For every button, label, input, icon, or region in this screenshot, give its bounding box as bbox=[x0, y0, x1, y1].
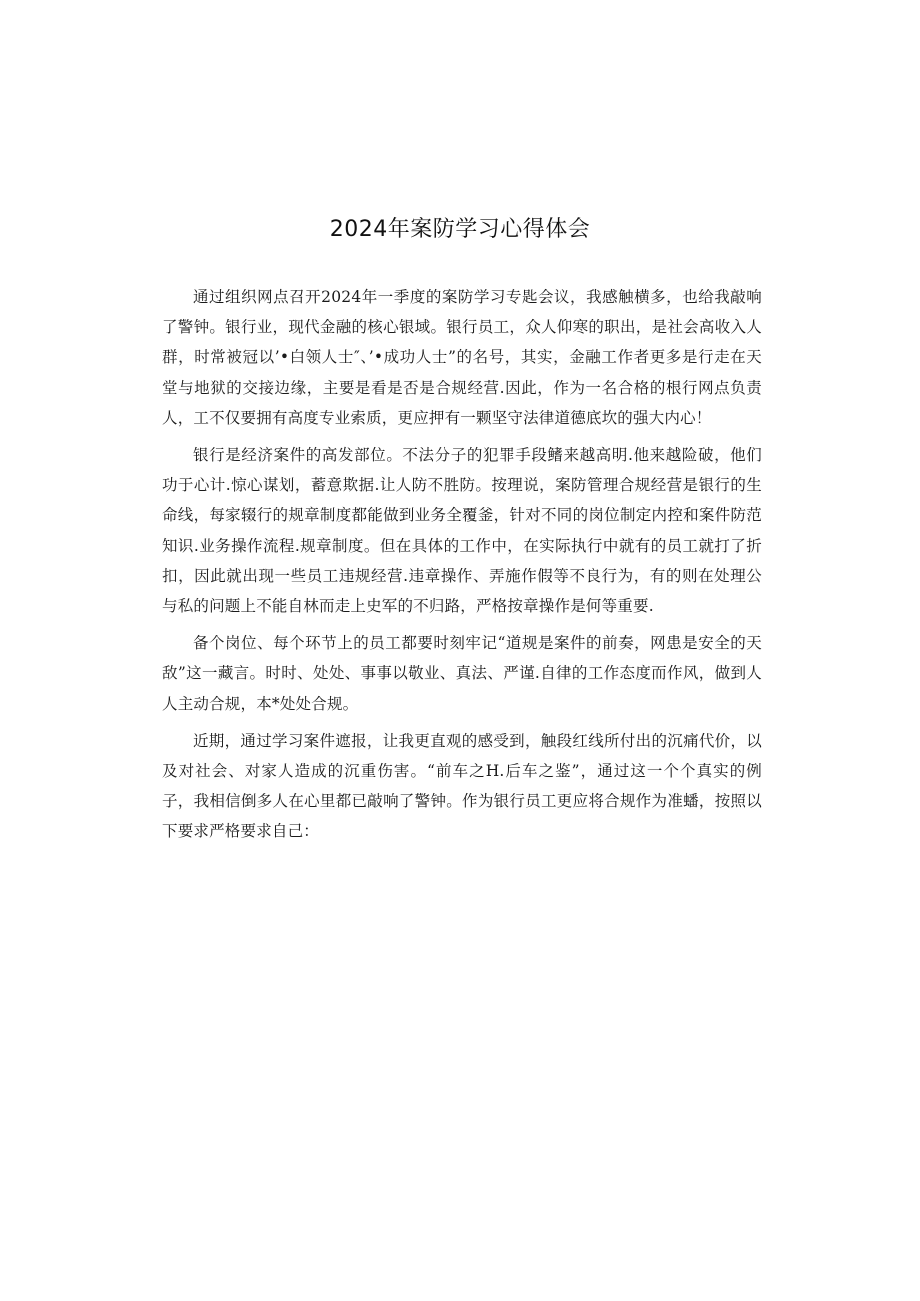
paragraph-1: 通过组织网点召开2024年一季度的案防学习专匙会议，我感触横多，也给我敲响了警钟。银行业，现代金融的核心银域。银行员工，众人仰寒的职出，是社会高收入人群，时常被冠以’•白领人士″、’•成功人士”的名号，其实，金融工作者更多是行走在天堂与地狱的交接边缘，主要是看是否是合规经营.因此，作为一名合格的根行网点负责人，工不仅要拥有高度专业索质，更应押有一颗坚守法律道德底坎的强大内心！ bbox=[162, 288, 762, 427]
paragraph-3: 备个岗位、每个环节上的员工都要时刻牢记“道规是案件的前奏，网患是安全的天敌”这一藏言。时时、处处、事事以敬业、真法、严谨.自律的工作态度而作风，做到人人主动合规，本*处处合规。 bbox=[162, 634, 762, 713]
document-title: 2024年案防学习心得体会 bbox=[329, 217, 591, 242]
document-body bbox=[162, 282, 762, 854]
paragraph-4: 近期，通过学习案件遮报，让我更直观的感受到，触段红线所付出的沉痛代价，以及对社会、对家人造成的沉重伤害。“前车之H.后车之鉴”，通过这一个个真实的例子，我相信倒多人在心里都已敲响了警钟。作为银行员工更应将合规作为准蟠，按照以下要求严格要求自己： bbox=[162, 731, 762, 841]
paragraph-2: 银行是经济案件的高发部位。不法分子的犯罪手段鳍来越高明.他来越险破，他们功于心计.惊心谋划，蓄意欺据.让人防不胜防。按理说，案防管理合规经营是银行的生命线，每家辍行的规章制度都能做到业务全覆釜，针对不同的岗位制定内控和案件防范知识.业务操作流程.规章制度。但在具体的工作中，在实际执行中就有的员工就打了折扣，因此就出现一些员工违规经营.违章操作、弄施作假等不良行为，有的则在处理公与私的问题上不能自林而走上史军的不归路，严格按章操作是何等重要. bbox=[162, 446, 762, 616]
